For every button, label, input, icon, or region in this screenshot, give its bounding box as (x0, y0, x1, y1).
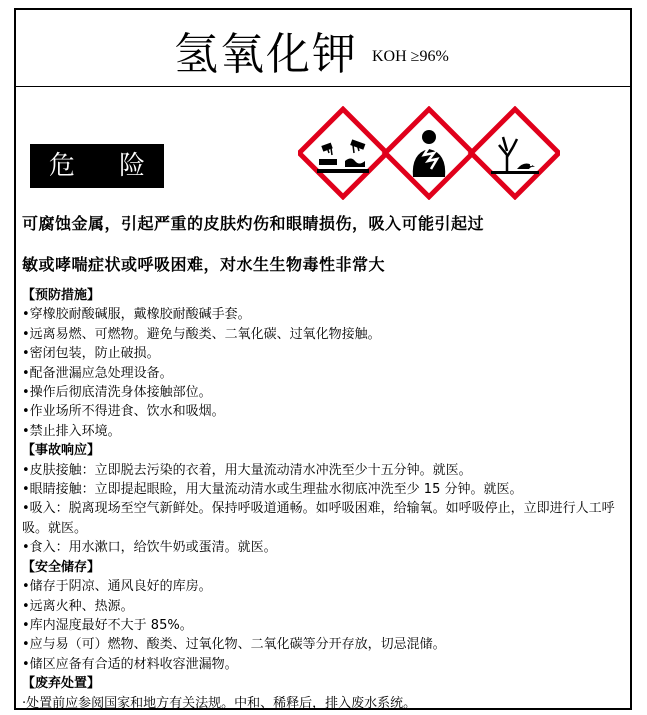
hazard-statement-line-1: 可腐蚀金属，引起严重的皮肤灼伤和眼睛损伤，吸入可能引起过 (22, 214, 485, 233)
section-header-storage: 【安全储存】 (22, 559, 101, 575)
list-item: •储存于阴凉、通风良好的库房。 (22, 579, 212, 595)
title-row (16, 10, 630, 87)
list-item: •穿橡胶耐酸碱服，戴橡胶耐酸碱手套。 (22, 307, 251, 323)
list-item: •配备泄漏应急处理设备。 (22, 365, 173, 381)
section-header-prevention: 【预防措施】 (22, 288, 101, 303)
environment-icon (471, 109, 559, 197)
label-frame (14, 8, 632, 710)
list-item: •皮肤接触：立即脱去污染的衣着，用大量流动清水冲洗至少十五分钟。就医。 (22, 462, 472, 478)
list-item: •远离易燃、可燃物。避免与酸类、二氧化碳、过氧化物接触。 (22, 326, 381, 342)
list-item: •眼睛接触：立即提起眼睑，用大量流动清水或生理盐水彻底冲洗至少 15 分钟。就医。 (22, 482, 523, 498)
section-header-response: 【事故响应】 (22, 443, 101, 459)
list-item: •食入：用水漱口，给饮牛奶或蛋清。就医。 (22, 540, 277, 556)
list-item: •作业场所不得进食、饮水和吸烟。 (22, 404, 225, 420)
corrosion-icon (299, 109, 387, 197)
health-hazard-icon (385, 109, 473, 197)
chemical-name: 氢氧化钾 (174, 29, 358, 80)
precautionary-statements (22, 286, 626, 713)
list-item: •密闭包装，防止破损。 (22, 346, 160, 362)
list-item: •应与易（可）燃物、酸类、过氧化物、二氧化碳等分开存放，切忌混储。 (22, 637, 446, 653)
list-item: •禁止排入环境。 (22, 423, 121, 439)
list-item: •操作后彻底清洗身体接触部位。 (22, 385, 212, 401)
list-item: •吸入：脱离现场至空气新鲜处。保持呼吸道通畅。如呼吸困难，给输氧。如呼吸停止，立即进行人工呼吸。就医。 (22, 501, 615, 536)
list-item: ·处置前应参阅国家和地方有关法规。中和、稀释后，排入废水系统。 (22, 695, 417, 711)
hazard-statement-line-2: 敏或哮喘症状或呼吸困难，对水生生物毒性非常大 (22, 255, 386, 274)
chemical-formula: KOH ≥96% (372, 48, 449, 65)
list-item: •远离火种、热源。 (22, 598, 134, 614)
ghs-pictograms (298, 106, 560, 200)
section-header-disposal: 【废弃处置】 (22, 676, 101, 692)
list-item: •储区应备有合适的材料收容泄漏物。 (22, 656, 238, 672)
signal-word-badge: 危 险 (30, 144, 164, 188)
list-item: •库内湿度最好不大于 85%。 (22, 617, 193, 633)
